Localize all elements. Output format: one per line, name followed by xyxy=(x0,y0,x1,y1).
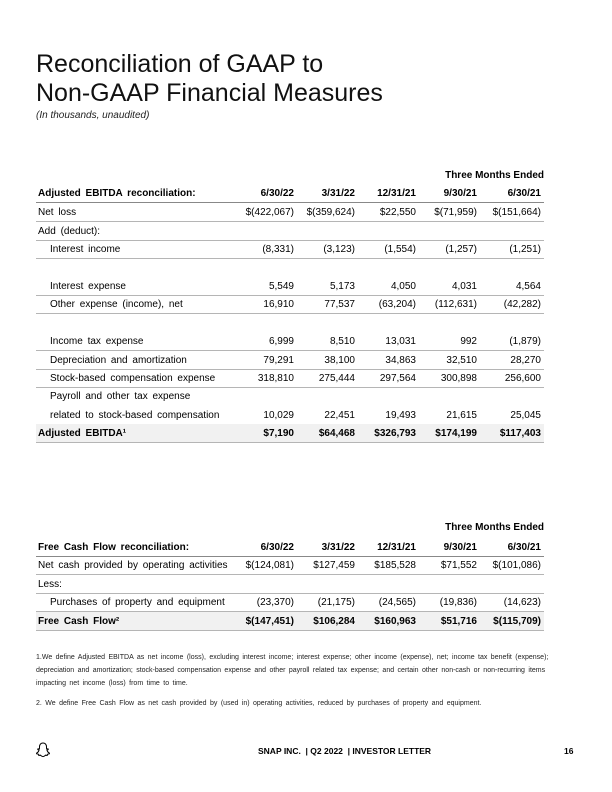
cell-value: 256,600 xyxy=(504,373,541,384)
column-header: 6/30/22 xyxy=(260,542,294,553)
row-label: Add (deduct): xyxy=(38,226,101,237)
column-header: 9/30/21 xyxy=(443,188,477,199)
row-label: related to stock-based compensation xyxy=(50,410,220,421)
cell-value: 5,549 xyxy=(268,281,294,292)
header-label: Adjusted EBITDA reconciliation: xyxy=(38,188,196,199)
cell-value: (8,331) xyxy=(262,244,294,255)
snapchat-ghost-icon xyxy=(36,742,50,763)
cell-value: (14,623) xyxy=(503,597,541,608)
cell-value: (112,631) xyxy=(434,299,477,310)
cell-value: 34,863 xyxy=(385,355,416,366)
cell-value: (63,204) xyxy=(378,299,416,310)
cell-value: 992 xyxy=(460,336,477,347)
column-header: 12/31/21 xyxy=(377,542,416,553)
column-header: 12/31/21 xyxy=(377,188,416,199)
footnote-1: 1.We define Adjusted EBITDA as net income (loss), excluding interest income; interest expense; other income (expense), net; income tax benefit (expense); depreciation and amortization; stock-based compensation expense and other payroll related tax expense; and certain other non-cash or non-recurring items impacting net income (loss) from time to time. xyxy=(36,654,549,687)
cell-value: $(151,664) xyxy=(492,207,541,218)
table-row xyxy=(36,575,544,594)
table-row xyxy=(36,277,544,296)
row-label: Net cash provided by operating activities xyxy=(38,560,228,571)
row-label: Interest expense xyxy=(50,281,126,292)
cell-value: (1,879) xyxy=(509,336,541,347)
cell-value: $117,403 xyxy=(499,428,541,439)
cell-value: 4,050 xyxy=(390,281,416,292)
cell-value: $7,190 xyxy=(263,428,294,439)
cell-value: 300,898 xyxy=(440,373,477,384)
column-header: 9/30/21 xyxy=(443,542,477,553)
cell-value: 275,444 xyxy=(318,373,355,384)
cell-value: (1,554) xyxy=(384,244,416,255)
cell-value: 4,564 xyxy=(515,281,541,292)
table-row xyxy=(36,406,544,425)
cell-value: $106,284 xyxy=(313,616,355,627)
cell-value: $127,459 xyxy=(313,560,355,571)
cell-value: 297,564 xyxy=(379,373,416,384)
row-label: Adjusted EBITDA¹ xyxy=(38,428,127,439)
cell-value: 8,510 xyxy=(329,336,355,347)
cell-value: (19,836) xyxy=(439,597,477,608)
row-label: Depreciation and amortization xyxy=(50,355,187,366)
cell-value: 4,031 xyxy=(451,281,477,292)
table-row xyxy=(36,203,544,222)
cell-value: 28,270 xyxy=(510,355,541,366)
cell-value: $51,716 xyxy=(440,616,477,627)
period-header: Three Months Ended xyxy=(445,170,544,181)
cell-value: 318,810 xyxy=(257,373,294,384)
cell-value: $174,199 xyxy=(435,428,477,439)
row-label: Other expense (income), net xyxy=(50,299,183,310)
column-header: 6/30/22 xyxy=(260,188,294,199)
page-title xyxy=(36,50,383,108)
footnote-2: 2. We define Free Cash Flow as net cash provided by (used in) operating activities, reduced by purchases of property and equipment. xyxy=(36,700,482,707)
column-header: 3/31/22 xyxy=(321,542,355,553)
cell-value: 19,493 xyxy=(385,410,416,421)
row-label: Income tax expense xyxy=(50,336,144,347)
cell-value: (1,251) xyxy=(509,244,541,255)
cell-value: $326,793 xyxy=(374,428,416,439)
row-label: Stock-based compensation expense xyxy=(50,373,216,384)
cell-value: 32,510 xyxy=(446,355,477,366)
title-line-1: Reconciliation of GAAP to xyxy=(36,50,324,78)
cell-value: 21,615 xyxy=(446,410,477,421)
table-header-row xyxy=(36,538,544,557)
cell-value: $22,550 xyxy=(379,207,416,218)
cell-value: 13,031 xyxy=(385,336,416,347)
table-row xyxy=(36,369,544,388)
table-row xyxy=(36,556,544,575)
table-header-row xyxy=(36,184,544,203)
cell-value: (3,123) xyxy=(323,244,355,255)
cell-value: 5,173 xyxy=(329,281,355,292)
cell-value: 77,537 xyxy=(324,299,355,310)
free-cash-flow-table xyxy=(36,518,544,638)
cell-value: $160,963 xyxy=(374,616,416,627)
cell-value: $(147,451) xyxy=(245,616,294,627)
table-row xyxy=(36,240,544,259)
cell-value: $(71,959) xyxy=(434,207,477,218)
period-header: Three Months Ended xyxy=(445,522,544,533)
column-header: 6/30/21 xyxy=(507,542,541,553)
cell-value: $(359,624) xyxy=(306,207,355,218)
cell-value: (24,565) xyxy=(378,597,416,608)
table-row xyxy=(36,222,544,241)
title-line-2: Non-GAAP Financial Measures xyxy=(36,79,383,107)
footer-text: SNAP INC. | Q2 2022 | INVESTOR LETTER xyxy=(258,746,432,756)
cell-value: 22,451 xyxy=(324,410,355,421)
cell-value: (21,175) xyxy=(317,597,355,608)
cell-value: 38,100 xyxy=(324,355,355,366)
cell-value: $64,468 xyxy=(318,428,355,439)
column-header: 3/31/22 xyxy=(321,188,355,199)
cell-value: 16,910 xyxy=(263,299,294,310)
cell-value: $185,528 xyxy=(374,560,416,571)
table-row xyxy=(36,295,544,314)
table-row xyxy=(36,332,544,351)
adjusted-ebitda-table xyxy=(36,166,544,446)
table-row xyxy=(36,351,544,370)
table-row xyxy=(36,424,544,443)
row-label: Interest income xyxy=(50,244,121,255)
cell-value: (42,282) xyxy=(503,299,541,310)
header-label: Free Cash Flow reconciliation: xyxy=(38,542,190,553)
table-row xyxy=(36,612,544,631)
cell-value: $(124,081) xyxy=(245,560,294,571)
cell-value: 10,029 xyxy=(263,410,294,421)
cell-value: $(101,086) xyxy=(492,560,541,571)
table-row xyxy=(36,593,544,612)
subtitle: (In thousands, unaudited) xyxy=(36,110,150,121)
cell-value: $(115,709) xyxy=(493,616,541,627)
page-number: 16 xyxy=(564,746,574,756)
cell-value: 6,999 xyxy=(268,336,294,347)
row-label: Payroll and other tax expense xyxy=(50,391,191,402)
row-label: Free Cash Flow² xyxy=(38,616,120,627)
cell-value: (1,257) xyxy=(445,244,477,255)
row-label: Less: xyxy=(38,579,62,590)
cell-value: $71,552 xyxy=(440,560,477,571)
column-header: 6/30/21 xyxy=(507,188,541,199)
row-label: Purchases of property and equipment xyxy=(50,597,225,608)
cell-value: 79,291 xyxy=(263,355,294,366)
table-row xyxy=(36,387,544,405)
cell-value: 25,045 xyxy=(510,410,541,421)
cell-value: (23,370) xyxy=(256,597,294,608)
cell-value: $(422,067) xyxy=(245,207,294,218)
row-label: Net loss xyxy=(38,207,77,218)
